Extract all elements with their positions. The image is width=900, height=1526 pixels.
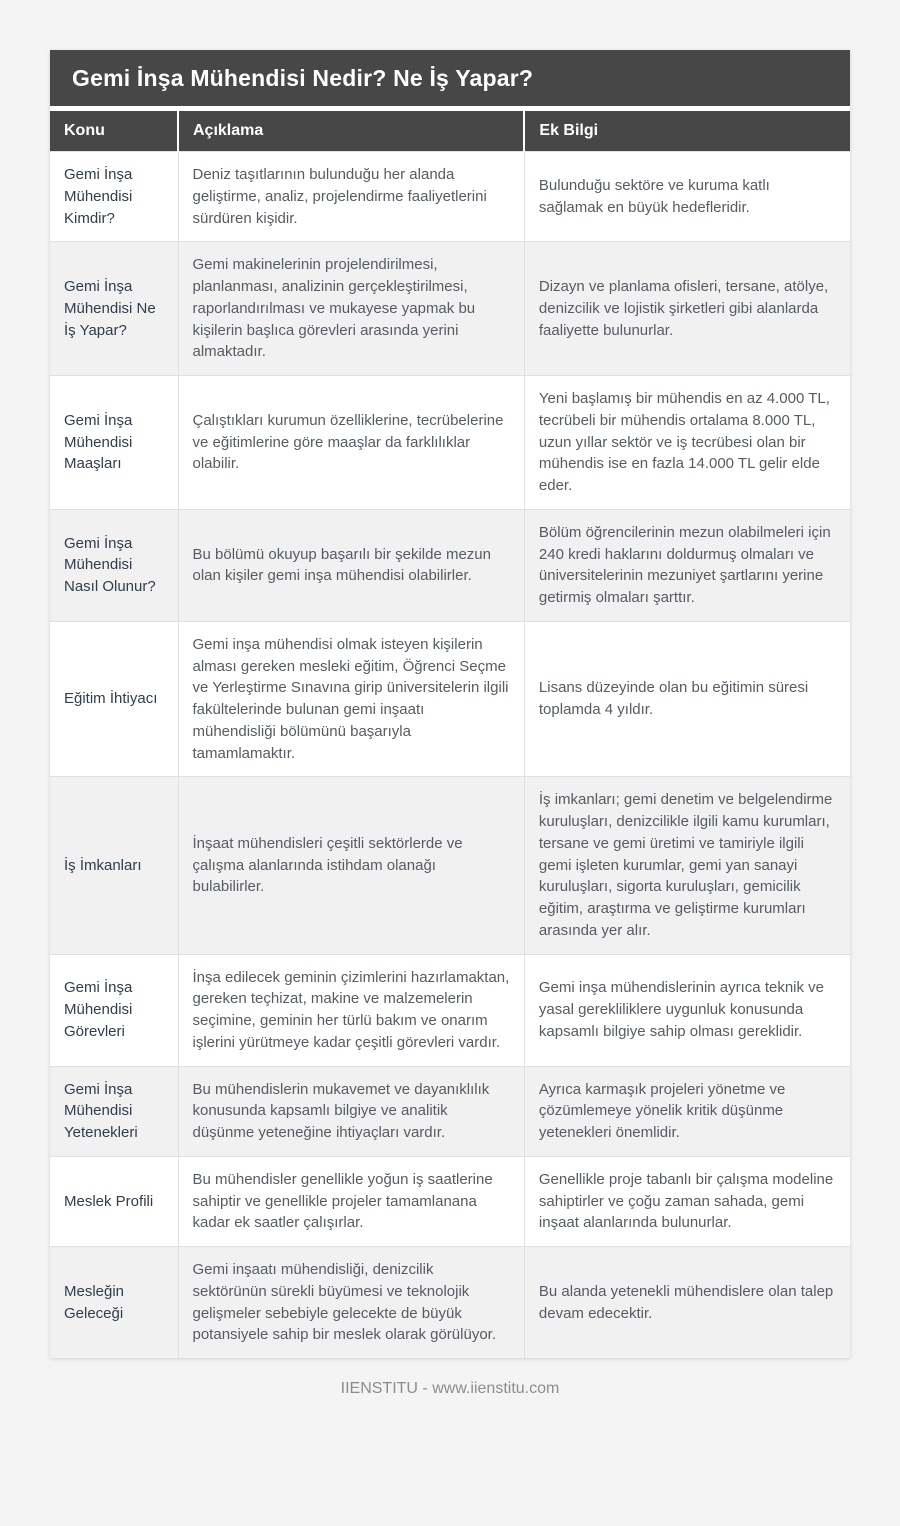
table-row: [50, 152, 850, 242]
table-row: [50, 376, 850, 510]
table-row: [50, 954, 850, 1066]
extra-info-cell: Genellikle proje tabanlı bir çalışma modeline sahiptirler ve çoğu zaman sahada, gemi inşaat alanlarında bulunurlar.: [524, 1156, 850, 1246]
description-cell: Deniz taşıtlarının bulunduğu her alanda geliştirme, analiz, projelendirme faaliyetlerini sürdüren kişidir.: [178, 152, 524, 242]
description-cell: Çalıştıkları kurumun özelliklerine, tecrübelerine ve eğitimlerine göre maaşlar da farklılıklar olabilir.: [178, 376, 524, 510]
description-cell: Bu mühendisler genellikle yoğun iş saatlerine sahiptir ve genellikle projeler tamamlanana kadar ek saatler çalışırlar.: [178, 1156, 524, 1246]
description-cell: İnşa edilecek geminin çizimlerini hazırlamaktan, gereken teçhizat, makine ve malzemelerin seçimine, geminin her türlü bakım ve onarım işlerini yürütmeye kadar çeşitli görevleri vardır.: [178, 954, 524, 1066]
table-row: [50, 777, 850, 954]
table-row: [50, 1247, 850, 1359]
topic-cell: Meslek Profili: [50, 1156, 178, 1246]
topic-cell: Mesleğin Geleceği: [50, 1247, 178, 1359]
table-row: [50, 1156, 850, 1246]
extra-info-cell: Yeni başlamış bir mühendis en az 4.000 TL, tecrübeli bir mühendis ortalama 8.000 TL, uzun yıllar sektör ve iş tecrübesi olan bir mühendis ise en fazla 14.000 TL gelir elde eder.: [524, 376, 850, 510]
topic-cell: Gemi İnşa Mühendisi Kimdir?: [50, 152, 178, 242]
page-title: Gemi İnşa Mühendisi Nedir? Ne İş Yapar?: [50, 50, 850, 106]
extra-info-cell: Lisans düzeyinde olan bu eğitimin süresi toplamda 4 yıldır.: [524, 621, 850, 777]
topic-cell: Gemi İnşa Mühendisi Ne İş Yapar?: [50, 242, 178, 376]
footer-credit: IIENSTITU - www.iienstitu.com: [340, 1380, 560, 1397]
topic-cell: Eğitim İhtiyacı: [50, 621, 178, 777]
table-row: [50, 621, 850, 777]
topic-cell: Gemi İnşa Mühendisi Nasıl Olunur?: [50, 509, 178, 621]
extra-info-cell: Gemi inşa mühendislerinin ayrıca teknik ve yasal gerekliliklere uygunluk konusunda kapsamlı bilgiye sahip olması gereklidir.: [524, 954, 850, 1066]
extra-info-cell: Bölüm öğrencilerinin mezun olabilmeleri için 240 kredi haklarını doldurmuş olmaları ve üniversitelerinin mezuniyet şartlarını yerine getirmiş olmaları şarttır.: [524, 509, 850, 621]
extra-info-cell: Ayrıca karmaşık projeleri yönetme ve çözümlemeye yönelik kritik düşünme yetenekleri önemlidir.: [524, 1066, 850, 1156]
extra-info-cell: Dizayn ve planlama ofisleri, tersane, atölye, denizcilik ve lojistik şirketleri gibi alanlarda faaliyette bulunurlar.: [524, 242, 850, 376]
table-row: [50, 509, 850, 621]
description-cell: Gemi makinelerinin projelendirilmesi, planlanması, analizinin gerçekleştirilmesi, raporlandırılması ve mukayese yapmak bu kişilerin başlıca görevleri arasında yerini almaktadır.: [178, 242, 524, 376]
table-header-row: [50, 111, 850, 152]
info-table: [50, 111, 850, 1358]
extra-info-cell: Bulunduğu sektöre ve kuruma katlı sağlamak en büyük hedefleridir.: [524, 152, 850, 242]
description-cell: Gemi inşa mühendisi olmak isteyen kişilerin alması gereken mesleki eğitim, Öğrenci Seçme ve Yerleştirme Sınavına girip üniversitelerin ilgili fakültelerinde bulunan gemi inşaatı mühendisliği bölümünü başarıyla tamamlamaktır.: [178, 621, 524, 777]
topic-cell: Gemi İnşa Mühendisi Görevleri: [50, 954, 178, 1066]
column-header-konu: Konu: [50, 111, 178, 152]
column-header-ek-bilgi: Ek Bilgi: [524, 111, 850, 152]
column-header-aciklama: Açıklama: [178, 111, 524, 152]
topic-cell: İş İmkanları: [50, 777, 178, 954]
table-row: [50, 242, 850, 376]
extra-info-cell: İş imkanları; gemi denetim ve belgelendirme kuruluşları, denizcilikle ilgili kamu kurumları, tersane ve gemi üretimi ve tamiriyle ilgili gemi işleten kurumlar, gemi yan sanayi kuruluşları, sigorta kuruluşları, gemicilik eğitim, araştırma ve geliştirme kurumları arasında yer alır.: [524, 777, 850, 954]
description-cell: İnşaat mühendisleri çeşitli sektörlerde ve çalışma alanlarında istihdam olanağı bulabilirler.: [178, 777, 524, 954]
description-cell: Bu bölümü okuyup başarılı bir şekilde mezun olan kişiler gemi inşa mühendisi olabilirler.: [178, 509, 524, 621]
table-row: [50, 1066, 850, 1156]
description-cell: Gemi inşaatı mühendisliği, denizcilik sektörünün sürekli büyümesi ve teknolojik gelişmeler sebebiyle gelecekte de büyük potansiyele sahip bir meslek olarak görülüyor.: [178, 1247, 524, 1359]
content-card: [50, 50, 850, 1358]
topic-cell: Gemi İnşa Mühendisi Maaşları: [50, 376, 178, 510]
description-cell: Bu mühendislerin mukavemet ve dayanıklılık konusunda kapsamlı bilgiye ve analitik düşünme yeteneğine ihtiyaçları vardır.: [178, 1066, 524, 1156]
topic-cell: Gemi İnşa Mühendisi Yetenekleri: [50, 1066, 178, 1156]
extra-info-cell: Bu alanda yetenekli mühendislere olan talep devam edecektir.: [524, 1247, 850, 1359]
